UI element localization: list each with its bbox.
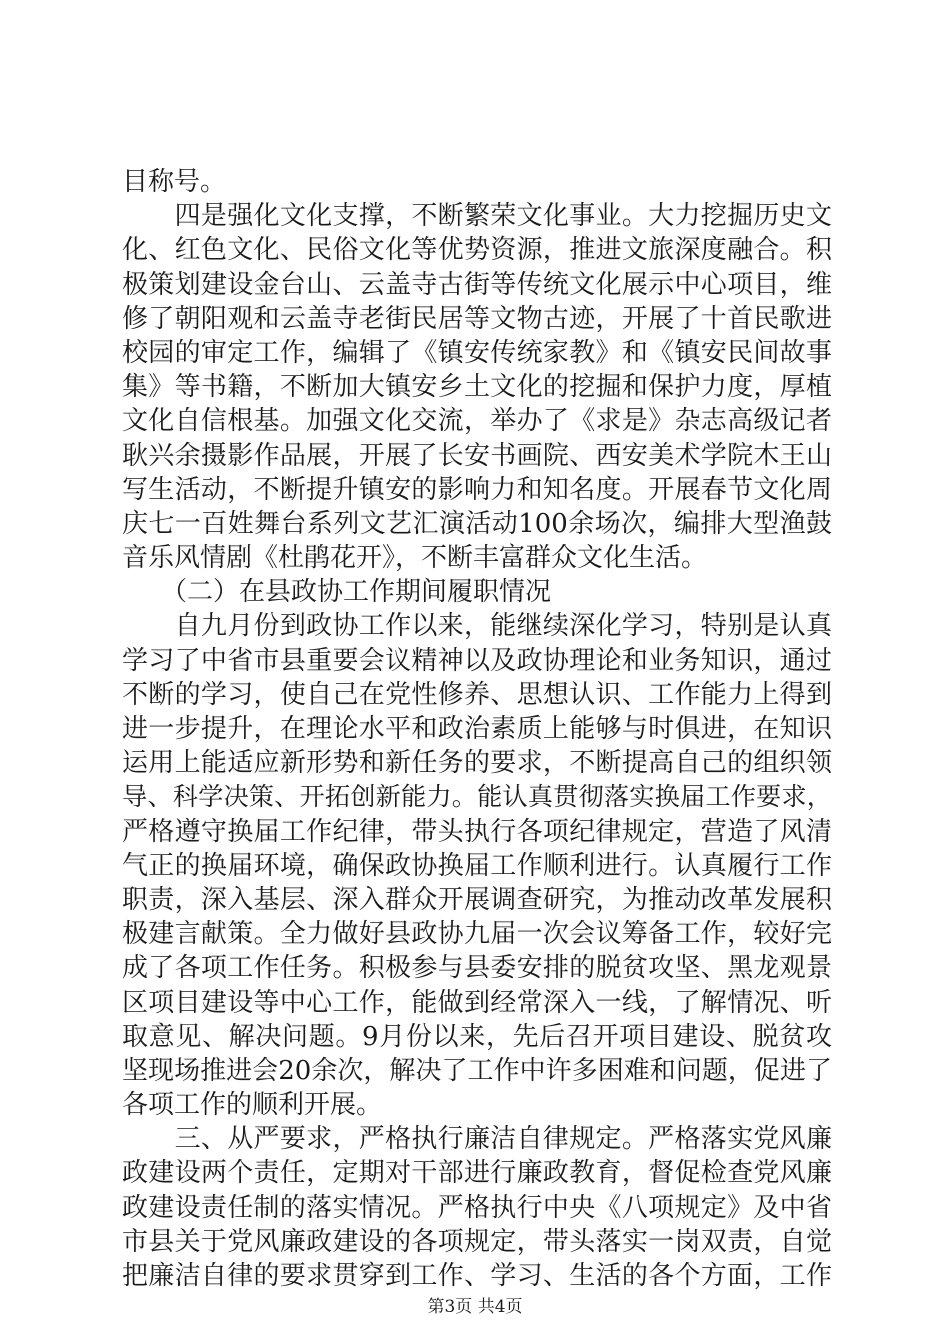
text-line: 取意见、解决问题。9月份以来，先后召开项目建设、脱贫攻 [122, 1021, 832, 1052]
text-line: 极策划建设金台山、云盖寺古街等传统文化展示中心项目，维 [122, 269, 832, 300]
text-line: 运用上能适应新形势和新任务的要求，不断提高自己的组织领 [122, 748, 832, 779]
body-text [122, 165, 832, 1293]
text-line: 各项工作的顺利开展。 [122, 1090, 383, 1121]
text-line: 三、从严要求，严格执行廉洁自律规定。严格落实党风廉 [122, 1124, 832, 1155]
text-line: 修了朝阳观和云盖寺老街民居等文物古迹，开展了十首民歌进 [122, 303, 832, 334]
text-line: 把廉洁自律的要求贯穿到工作、学习、生活的各个方面，工作 [122, 1261, 832, 1291]
text-line: 耿兴余摄影作品展，开展了长安书画院、西安美术学院木王山 [122, 440, 832, 471]
text-line: 政建设两个责任，定期对干部进行廉政教育，督促检查党风廉 [122, 1158, 832, 1189]
text-line: 政建设责任制的落实情况。严格执行中央《八项规定》及中省 [122, 1192, 832, 1223]
text-line: 学习了中省市县重要会议精神以及政协理论和业务知识，通过 [122, 645, 832, 676]
text-line: 气正的换届环境，确保政协换届工作顺利进行。认真履行工作 [122, 850, 832, 881]
text-line: 不断的学习，使自己在党性修养、思想认识、工作能力上得到 [122, 679, 832, 710]
text-line: 化、红色文化、民俗文化等优势资源，推进文旅深度融合。积 [122, 235, 832, 266]
text-line: 集》等书籍，不断加大镇安乡土文化的挖掘和保护力度，厚植 [122, 372, 832, 403]
text-line: 严格遵守换届工作纪律，带头执行各项纪律规定，营造了风清 [122, 816, 832, 847]
text-line: 校园的审定工作，编辑了《镇安传统家教》和《镇安民间故事 [122, 337, 832, 368]
text-line: 市县关于党风廉政建设的各项规定，带头落实一岗双责，自觉 [122, 1226, 832, 1257]
text-line: 庆七一百姓舞台系列文艺汇演活动100余场次，编排大型渔鼓 [122, 508, 832, 539]
text-line: 写生活动，不断提升镇安的影响力和知名度。开展春节文化周 [122, 474, 832, 505]
text-line: 四是强化文化支撑，不断繁荣文化事业。大力挖掘历史文 [122, 201, 832, 232]
text-line: 坚现场推进会20余次，解决了工作中许多困难和问题，促进了 [122, 1055, 832, 1086]
text-line: 职责，深入基层、深入群众开展调查研究，为推动改革发展积 [122, 884, 832, 915]
text-line: 进一步提升，在理论水平和政治素质上能够与时俱进，在知识 [122, 714, 832, 744]
text-line: 自九月份到政协工作以来，能继续深化学习，特别是认真 [122, 611, 832, 642]
text-line: 极建言献策。全力做好县政协九届一次会议筹备工作，较好完 [122, 919, 832, 950]
text-line: 区项目建设等中心工作，能做到经常深入一线，了解情况、听 [122, 987, 832, 1018]
text-line: 目称号。 [122, 167, 227, 197]
text-line: 音乐风情剧《杜鹃花开》，不断丰富群众文化生活。 [122, 543, 708, 574]
text-line: （二）在县政协工作期间履职情况 [122, 577, 552, 608]
text-line: 导、科学决策、开拓创新能力。能认真贯彻落实换届工作要求， [122, 782, 832, 812]
text-line: 文化自信根基。加强文化交流，举办了《求是》杂志高级记者 [122, 406, 832, 437]
text-line: 成了各项工作任务。积极参与县委安排的脱贫攻坚、黑龙观景 [122, 953, 832, 984]
page-footer: 第3页 共4页 [427, 1297, 523, 1317]
